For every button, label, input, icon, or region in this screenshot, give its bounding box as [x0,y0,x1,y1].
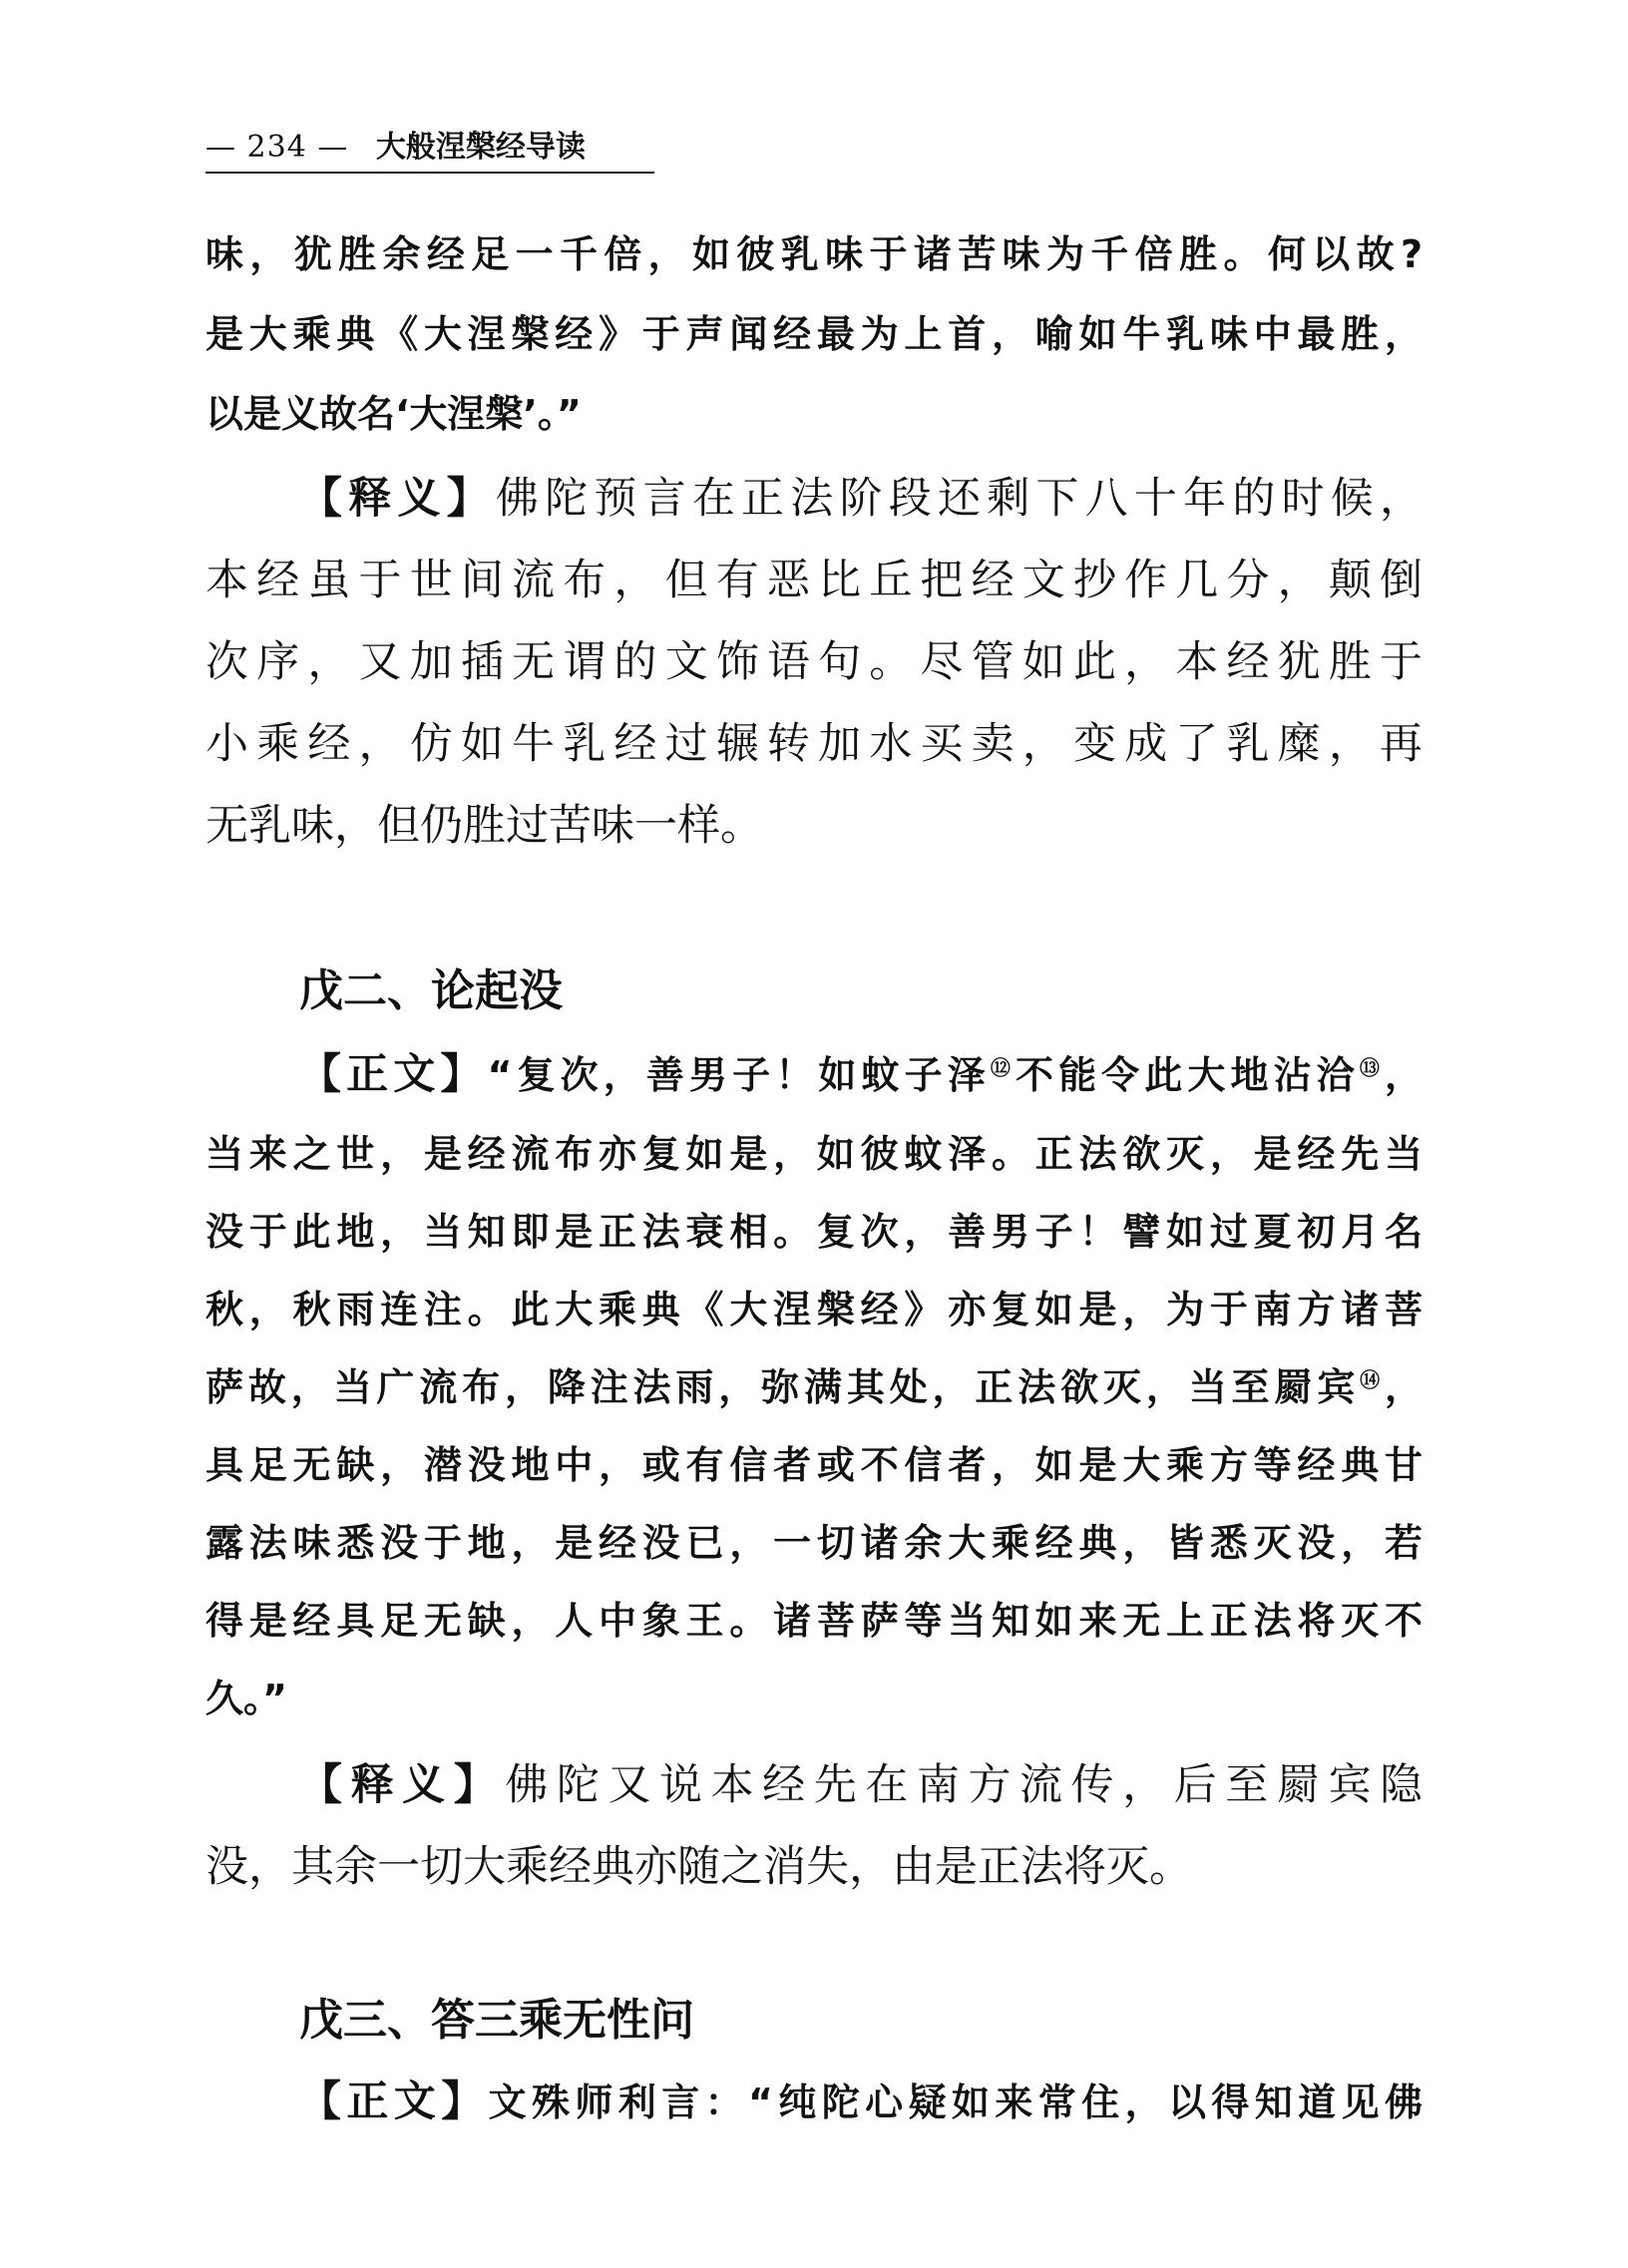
para5-line1 [299,2075,1423,2129]
para3-line1-text-b: 不能令此大地沾洽 [1015,1053,1360,1097]
para5-tag: 【正文】 [299,2077,489,2125]
para5-line1-text: 文殊师利言：“纯陀心疑如来常住，以得知道见佛 [488,2080,1423,2124]
para4-tag: 【释义】 [299,1760,506,1810]
para3-line1-text-a: “复次，善男子！如蚊子泽 [487,1053,991,1097]
page-number: — 234 — [205,130,349,165]
para4-line2: 没，其余一切大乘经典亦随之消失，由是正法将灭。 [205,1842,1192,1892]
para3-line1 [299,1047,1423,1102]
note-12: ⑫ [990,1055,1016,1080]
page-header [205,128,654,174]
para3-line7: 露法味悉没于地，是经没已，一切诸余大乘经典，皆悉灭没，若 [205,1521,1423,1565]
para1-line2: 是大乘典《大涅槃经》于声闻经最为上首，喻如牛乳味中最胜， [205,312,1423,356]
para4-line1 [299,1755,1423,1815]
note-14: ⑭ [1360,1367,1385,1392]
para3-line1-text-c: ， [1385,1053,1424,1097]
para3-line5-text-a: 萨故，当广流布，降注法雨，弥满其处，正法欲灭，当至罽宾 [205,1365,1361,1409]
para3-tag: 【正文】 [299,1049,488,1098]
para3-line3: 没于此地，当知即是正法衰相。复次，善男子！譬如过夏初月名 [205,1210,1423,1254]
para3-line2: 当来之世，是经流布亦复如是，如彼蚊泽。正法欲灭，是经先当 [205,1132,1423,1176]
para3-line5-text-b: ， [1384,1365,1423,1409]
para2-line2: 本经虽于世间流布，但有恶比丘把经文抄作几分，颠倒 [205,556,1423,605]
para2-line1-text: 佛陀预言在正法阶段还剩下八十年的时候， [495,474,1424,524]
note-13: ⑬ [1359,1055,1385,1080]
para4-line1-text: 佛陀又说本经先在南方流传，后至罽宾隐 [505,1760,1424,1810]
para2-tag: 【释义】 [299,474,496,524]
para3-line8: 得是经具足无缺，人中象王。诸菩萨等当知如来无上正法将灭不 [205,1599,1423,1643]
para3-line4: 秋，秋雨连注。此大乘典《大涅槃经》亦复如是，为于南方诸菩 [205,1288,1423,1331]
para3-line9: 久。” [205,1677,287,1720]
section-heading-1: 戊二、论起没 [299,965,563,1016]
para3-line6: 具足无缺，潜没地中，或有信者或不信者，如是大乘方等经典甘 [205,1443,1423,1487]
para2-line1 [299,469,1423,529]
para3-line5 [205,1360,1423,1414]
para1-line1: 味，犹胜余经足一千倍，如彼乳味于诸苦味为千倍胜。何以故? [205,232,1423,276]
para2-line3: 次序，又加插无谓的文饰语句。尽管如此，本经犹胜于 [205,637,1423,687]
para1-line3: 以是义故名‘大涅槃’。” [205,392,582,436]
book-title: 大般涅槃经导读 [375,130,586,165]
para2-line5: 无乳味，但仍胜过苦味一样。 [205,801,763,851]
para2-line4: 小乘经，仿如牛乳经过辗转加水买卖，变成了乳糜，再 [205,719,1423,769]
section-heading-2: 戊三、答三乘无性问 [299,1995,694,2046]
